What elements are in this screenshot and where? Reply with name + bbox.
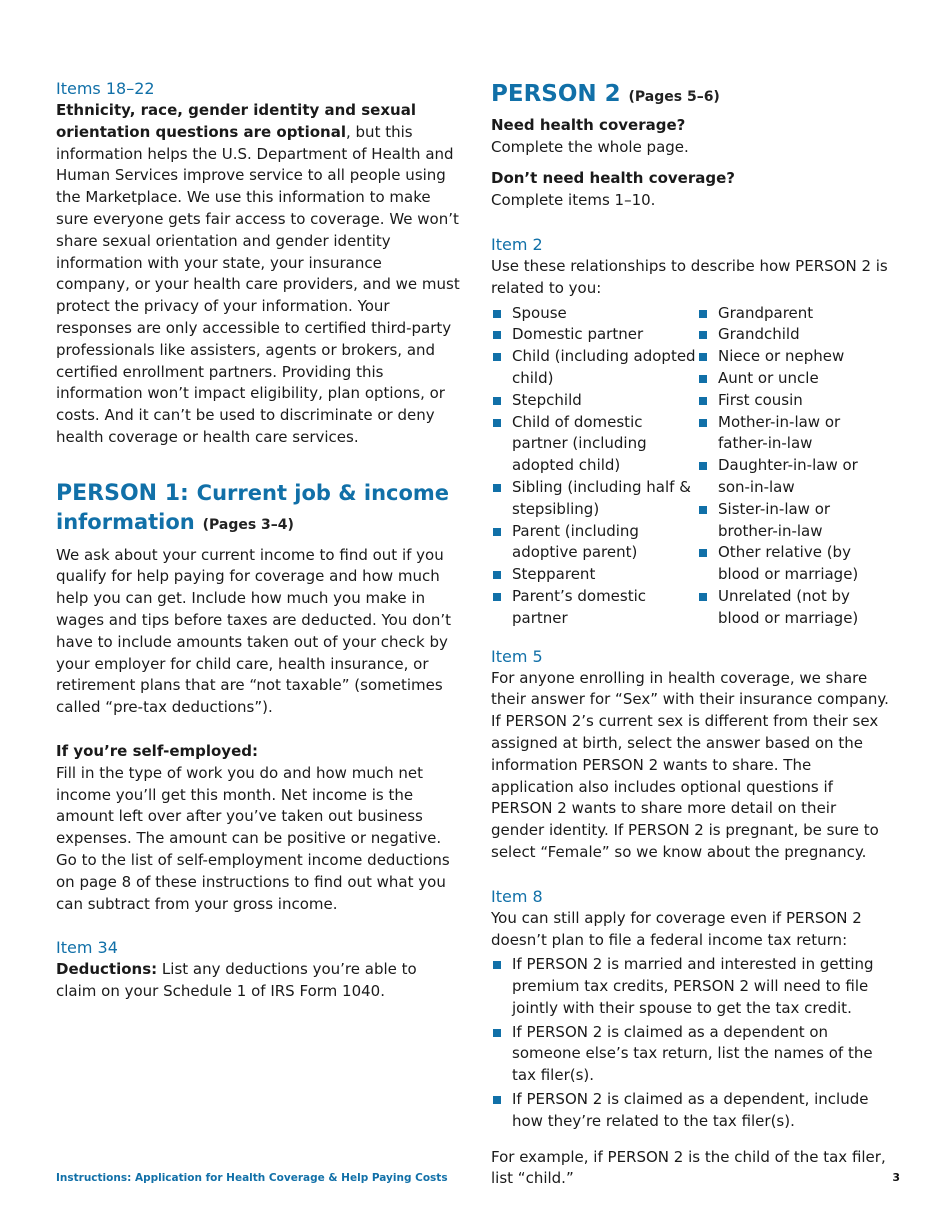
list-item: Stepparent [491, 564, 697, 586]
person2-heading [491, 80, 891, 109]
item-5-text: For anyone enrolling in health coverage, we share their answer for “Sex” with their insurance company. If PERSON 2’s current sex is different from their sex assigned at birth, select the answer based on the information PERSON 2 wants to share. The application also includes optional questions if PERSON 2 wants to share more detail on their gender identity. If PERSON 2 is pregnant, be sure to select “Female” so we know about the pregnancy. [491, 668, 889, 861]
footer-title: Instructions: Application for Health Coverage & Help Paying Costs [56, 1172, 448, 1184]
page-footer [56, 1171, 900, 1185]
list-item: Stepchild [491, 390, 697, 412]
item-34-body: List any deductions you’re able to claim on your Schedule 1 of IRS Form 1040. [56, 960, 417, 1001]
list-item: Unrelated (not by blood or marriage) [697, 586, 891, 630]
list-item: Aunt or uncle [697, 368, 891, 390]
self-employed-text: Fill in the type of work you do and how much net income you’ll get this month. Net income is the amount left over after you’ve taken out business expenses. The amount can be positive or negative. Go to the list of self-employment income deductions on page 8 of these instructions to find out what you can subtract from your gross income. [56, 763, 450, 913]
item-8-bullets [491, 954, 891, 1132]
dont-need-coverage-answer: Complete items 1–10. [491, 191, 656, 210]
list-item: Child of domestic partner (including adopted child) [491, 412, 697, 477]
need-coverage-question [491, 115, 891, 137]
list-item: Mother-in-law or father-in-law [697, 412, 891, 456]
need-coverage-answer: Complete the whole page. [491, 137, 689, 156]
list-item: Grandchild [697, 324, 891, 346]
list-item: If PERSON 2 is married and interested in getting premium tax credits, PERSON 2 will need to file jointly with their spouse to get the tax credit. [491, 954, 891, 1019]
list-item: Sibling (including half & stepsibling) [491, 477, 697, 521]
relationship-list-col1 [491, 303, 697, 630]
list-item: Domestic partner [491, 324, 697, 346]
list-item: Parent (including adoptive parent) [491, 521, 697, 565]
page-number: 3 [892, 1171, 900, 1184]
person1-title: Current job & income information [56, 480, 450, 534]
person1-pages: (Pages 3–4) [202, 516, 294, 533]
list-item: Parent’s domestic partner [491, 586, 697, 630]
item-8-example: For example, if PERSON 2 is the child of the tax filer, list “child.” [491, 1147, 886, 1188]
items-18-22-bold: Ethnicity, race, gender identity and sexual orientation questions are optional [56, 101, 416, 141]
items-18-22-body: , but this information helps the U.S. Department of Health and Human Services improve service to all people using the Marketplace. We use this information to make sure everyone gets fair access to coverage. We won’t share sexual orientation and gender identity information with your state, your insurance company, or your health care providers, and we must protect the privacy of your information. Your responses are only accessible to certified third-party professionals like assisters, agents or brokers, and certified enrollment partners. Providing this information won’t impact eligibility, plan options, or costs. And it can’t be used to discriminate or deny health coverage or health care services. [56, 122, 460, 446]
item-34-text [56, 959, 460, 1003]
list-item: If PERSON 2 is claimed as a dependent, include how they’re related to the tax filer(s). [491, 1089, 891, 1133]
right-column [491, 78, 891, 1190]
list-item: Grandparent [697, 303, 891, 325]
person1-intro: We ask about your current income to find out if you qualify for help paying for coverage and how much help you can get. Include how much you make in wages and tips before taxes are deducted. You don’t have to include amounts taken out of your check by your employer for child care, health insurance, or retirement plans that are “not taxable” (sometimes called “pre-tax deductions”). [56, 545, 451, 717]
items-18-22-text [56, 100, 460, 449]
self-employed-heading-text: If you’re self-employed: [56, 741, 258, 760]
item-34-bold: Deductions: [56, 960, 158, 979]
list-item: Daughter-in-law or son-in-law [697, 455, 891, 499]
list-item: Other relative (by blood or marriage) [697, 542, 891, 586]
self-employed-heading [56, 741, 460, 763]
list-item: First cousin [697, 390, 891, 412]
person2-label: PERSON 2 [491, 81, 621, 107]
person1-label: PERSON 1: [56, 480, 189, 506]
dont-need-coverage-question-text: Don’t need health coverage? [491, 169, 735, 188]
item-8-intro: You can still apply for coverage even if PERSON 2 doesn’t plan to file a federal income tax return: [491, 908, 862, 949]
left-column [56, 78, 460, 1003]
item-5-heading: Item 5 [491, 646, 543, 666]
list-item: Sister-in-law or brother-in-law [697, 499, 891, 543]
list-item: Spouse [491, 303, 697, 325]
item-8-heading: Item 8 [491, 886, 543, 906]
need-coverage-question-text: Need health coverage? [491, 115, 686, 134]
item-2-intro: Use these relationships to describe how PERSON 2 is related to you: [491, 256, 888, 297]
list-item: Child (including adopted child) [491, 346, 697, 390]
relationship-list-col2 [697, 303, 891, 630]
items-18-22-heading: Items 18–22 [56, 79, 155, 98]
list-item: Niece or nephew [697, 346, 891, 368]
list-item: If PERSON 2 is claimed as a dependent on someone else’s tax return, list the names of the tax filer(s). [491, 1022, 891, 1087]
relationship-list [491, 303, 891, 630]
person1-heading [56, 479, 460, 537]
item-2-heading: Item 2 [491, 234, 543, 254]
item-34-heading: Item 34 [56, 938, 118, 958]
dont-need-coverage-question [491, 168, 891, 190]
person2-pages: (Pages 5–6) [628, 89, 720, 105]
